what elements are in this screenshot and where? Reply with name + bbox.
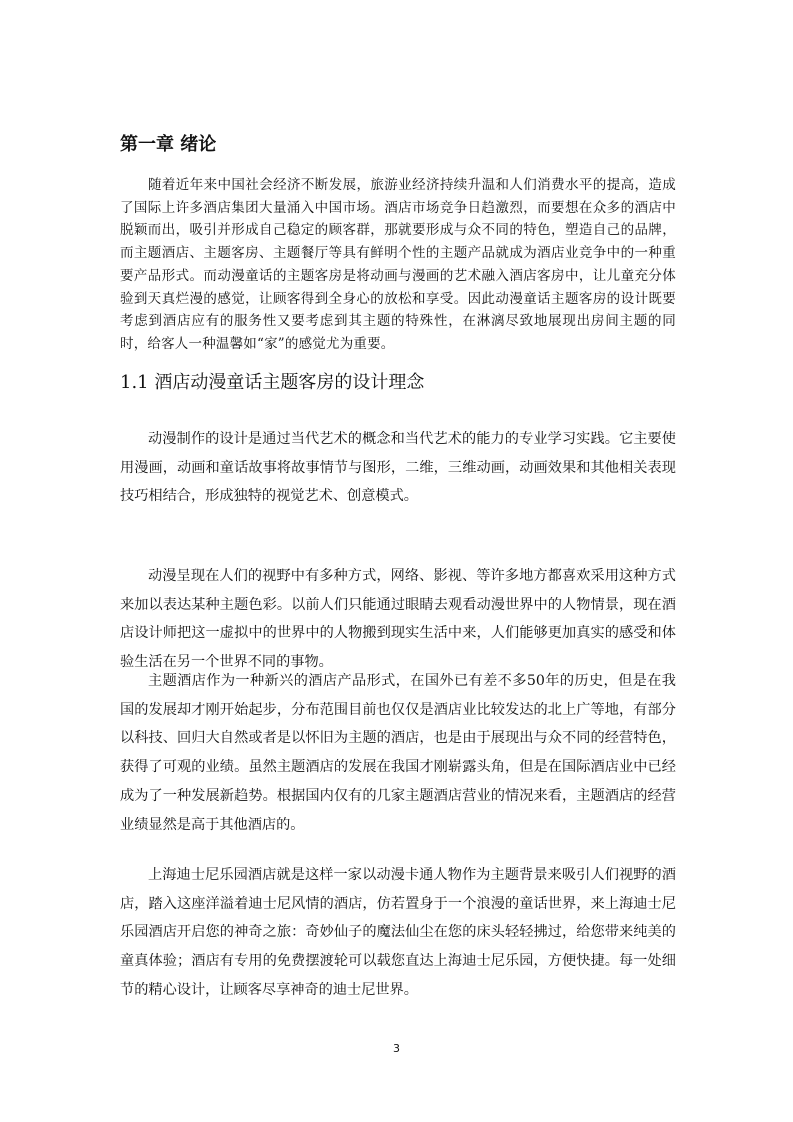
body-paragraph: 动漫制作的设计是通过当代艺术的概念和当代艺术的能力的专业学习实践。它主要使用漫画，动画和童话故事将故事情节与图形，二维，三维动画，动画效果和其他相关表现技巧相结合，形成独特的视觉艺术、创意模式。 <box>120 431 676 505</box>
chapter-title: 第一章 绪论 <box>120 134 217 155</box>
body-paragraph: 主题酒店作为一种新兴的酒店产品形式，在国外已有差不多50年的历史，但是在我国的发展却才刚开始起步，分布范围目前也仅仅是酒店业比较发达的北上广等地，有部分以科技、回归大自然或者是以怀旧为主题的酒店，也是由于展现出与众不同的经营特色，获得了可观的业绩。虽然主题酒店的发展在我国才刚崭露头角，但是在国际酒店业中已经成为了一种发展新趋势。根据国内仅有的几家主题酒店营业的情况来看，主题酒店的经营业绩显然是高于其他酒店的。 <box>120 673 676 833</box>
page-number: 3 <box>393 1042 400 1055</box>
body-paragraph: 上海迪士尼乐园酒店就是这样一家以动漫卡通人物作为主题背景来吸引人们视野的酒店，踏入这座洋溢着迪士尼风情的酒店，仿若置身于一个浪漫的童话世界，来上海迪士尼乐园酒店开启您的神奇之旅：奇妙仙子的魔法仙尘在您的床头轻轻拂过，给您带来纯美的童真体验；酒店有专用的免费摆渡轮可以载您直达上海迪士尼乐园，方便快捷。每一处细节的精心设计，让顾客尽享神奇的迪士尼世界。 <box>120 867 676 998</box>
chapter-intro-paragraph: 随着近年来中国社会经济不断发展，旅游业经济持续升温和人们消费水平的提高，造成了国际上许多酒店集团大量涌入中国市场。酒店市场竞争日趋激烈，而要想在众多的酒店中脱颖而出，吸引并形成自己稳定的顾客群，那就要形成与众不同的特色，塑造自己的品牌，而主题酒店、主题客房、主题餐厅等具有鲜明个性的主题产品就成为酒店业竞争中的一种重要产品形式。而动漫童话的主题客房是将动画与漫画的艺术融入酒店客房中，让儿童充分体验到天真烂漫的感觉，让顾客得到全身心的放松和享受。因此动漫童话主题客房的设计既要考虑到酒店应有的服务性又要考虑到其主题的特殊性，在淋漓尽致地展现出房间主题的同时，给客人一种温馨如“家”的感觉尤为重要。 <box>120 177 676 352</box>
body-paragraph: 动漫呈现在人们的视野中有多种方式，网络、影视、等许多地方都喜欢采用这种方式来加以表达某种主题色彩。以前人们只能通过眼睛去观看动漫世界中的人物情景，现在酒店设计师把这一虚拟中的世界中的人物搬到现实生活中来，人们能够更加真实的感受和体验生活在另一个世界不同的事物。 <box>120 568 676 671</box>
section-title: 1.1 酒店动漫童话主题客房的设计理念 <box>120 372 425 393</box>
